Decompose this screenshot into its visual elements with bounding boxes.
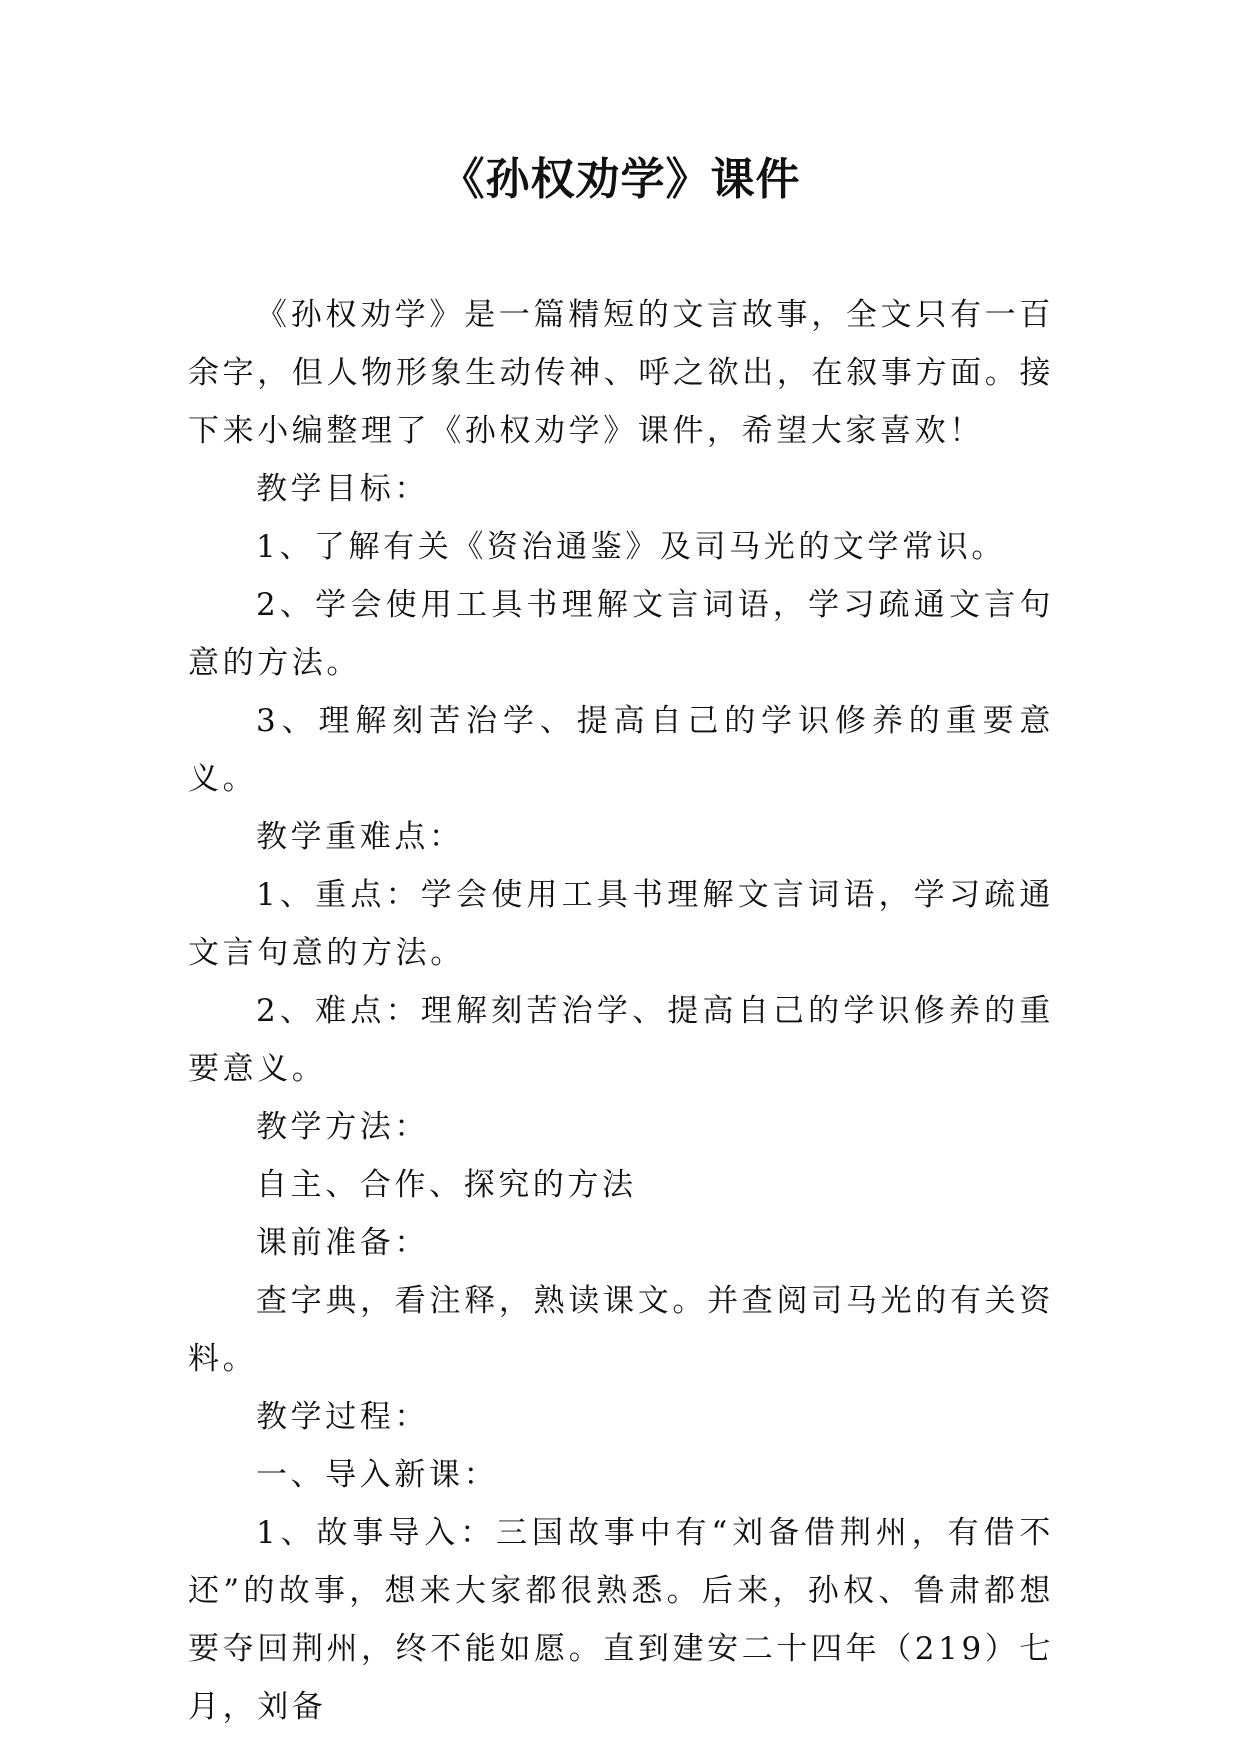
section-heading-process: 教学过程：: [256, 1399, 429, 1435]
section-heading-key-points: 教学重难点：: [256, 819, 464, 855]
objective-item-1: 1、了解有关《资治通鉴》及司马光的文学常识。: [256, 529, 1006, 565]
process-step-heading: 一、导入新课：: [256, 1457, 499, 1493]
section-heading-methods: 教学方法：: [256, 1109, 429, 1145]
methods-text: 自主、合作、探究的方法: [256, 1167, 637, 1203]
objective-item-3: 3、理解刻苦治学、提高自己的学识修养的重要意义。: [188, 703, 1054, 797]
process-story-paragraph: 1、故事导入：三国故事中有“刘备借荆州，有借不还”的故事，想来大家都很熟悉。后来，孙权、鲁肃都想要夺回荆州，终不能如愿。直到建安二十四年（219）七月，刘备: [188, 1515, 1054, 1725]
objective-item-2: 2、学会使用工具书理解文言词语，学习疏通文言句意的方法。: [188, 587, 1054, 681]
key-point-item-1: 1、重点：学会使用工具书理解文言词语，学习疏通文言句意的方法。: [188, 877, 1054, 971]
intro-paragraph: 《孙权劝学》是一篇精短的文言故事，全文只有一百余字，但人物形象生动传神、呼之欲出，在叙事方面。接下来小编整理了《孙权劝学》课件，希望大家喜欢！: [188, 297, 1054, 449]
section-heading-preparation: 课前准备：: [256, 1225, 429, 1261]
preparation-text: 查字典，看注释，熟读课文。并查阅司马光的有关资料。: [188, 1283, 1054, 1377]
section-heading-objectives: 教学目标：: [256, 471, 429, 507]
document-body: [188, 286, 1054, 1736]
document-title: 《孙权劝学》课件: [440, 154, 801, 205]
key-point-item-2: 2、难点：理解刻苦治学、提高自己的学识修养的重要意义。: [188, 993, 1054, 1087]
